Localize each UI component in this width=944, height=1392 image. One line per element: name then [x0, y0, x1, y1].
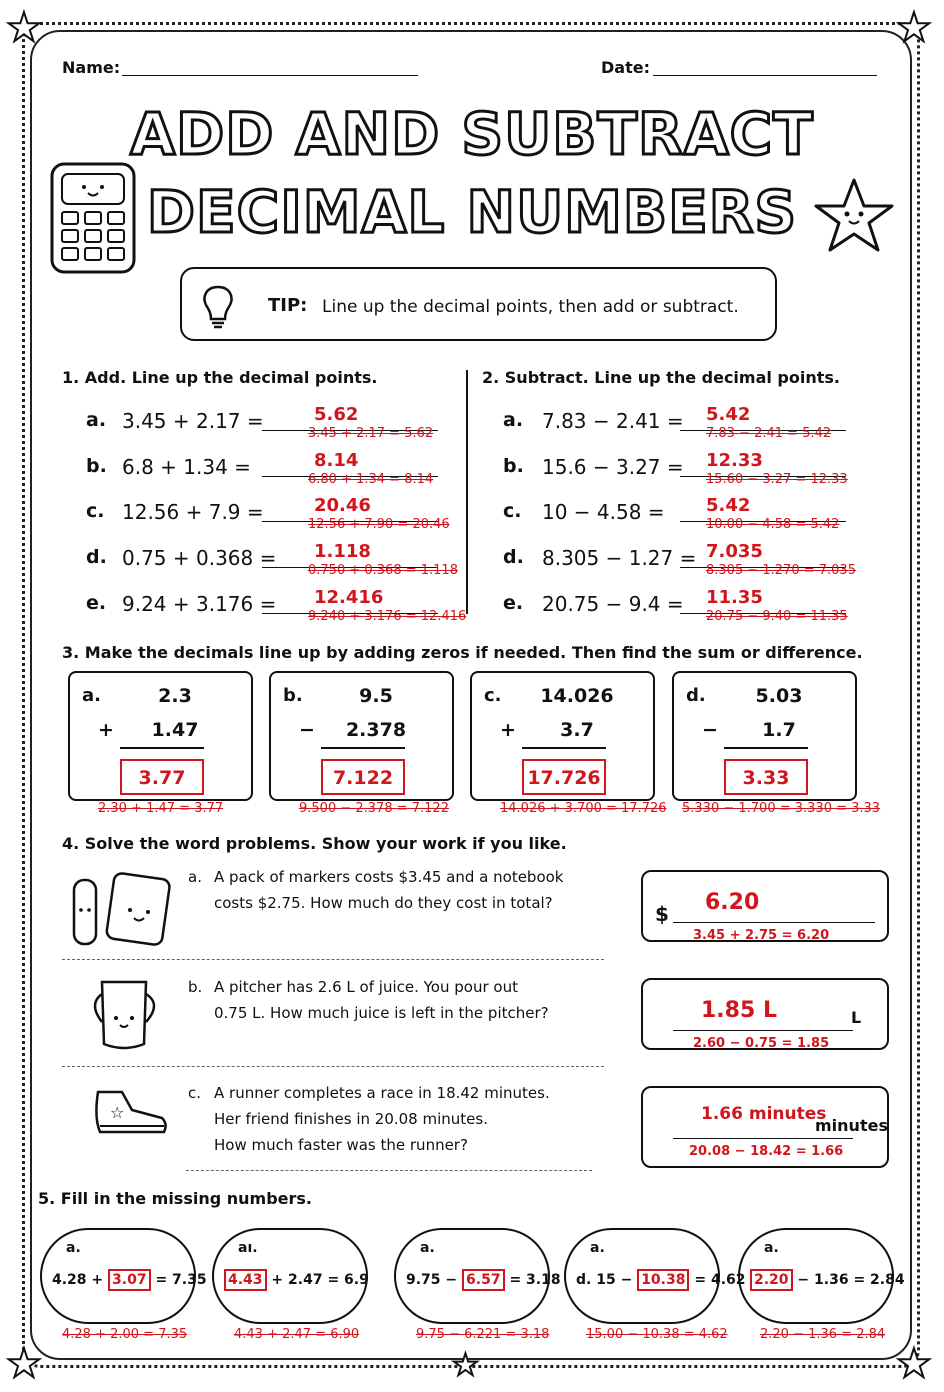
equation-right: − 1.36 = 2.84 [797, 1272, 905, 1288]
sum-line [321, 747, 405, 749]
question-text: costs $2.75. How much do they cost in total? [214, 894, 553, 912]
top-number: 9.5 [359, 685, 393, 707]
vertical-problem-box [672, 671, 857, 801]
equation-left: 9.75 − [406, 1272, 458, 1288]
problem-letter: b. [283, 685, 303, 706]
bottom-number: 3.7 [560, 719, 594, 741]
problem-expression: 6.8 + 1.34 = [122, 455, 251, 479]
work-shown: 4.28 + 2.00 = 7.35 [62, 1327, 188, 1342]
problem-expression: 20.75 − 9.4 = [542, 592, 684, 616]
problem-letter: b. [86, 455, 107, 477]
star-icon: ★ [6, 5, 42, 51]
equation-left: d. 15 − [576, 1272, 633, 1288]
tip-box [180, 267, 777, 341]
equation [750, 1272, 905, 1288]
work-shown: 9.500 − 2.378 = 7.122 [299, 801, 449, 816]
work-shown: 15.60 − 3.27 = 12.33 [706, 472, 848, 487]
answer-value: 12.33 [706, 450, 763, 471]
answer-value: 11.35 [706, 587, 763, 608]
answer-line [673, 1138, 853, 1139]
answer-box[interactable] [321, 759, 405, 795]
column-divider [466, 370, 468, 614]
vertical-problem-box [470, 671, 655, 801]
unit-label: L [851, 1008, 862, 1027]
missing-number-box[interactable]: 4.43 [224, 1269, 267, 1291]
sum-line [522, 747, 606, 749]
equation-left: 4.28 + [52, 1272, 104, 1288]
pitcher-icon [86, 968, 166, 1054]
answer-line [673, 922, 875, 923]
answer-value: 1.118 [314, 541, 371, 562]
operator: + [98, 719, 114, 741]
question-text: A pack of markers costs $3.45 and a notebook [214, 868, 564, 886]
divider [186, 1170, 592, 1171]
star-icon: ★ [6, 1341, 42, 1387]
vertical-problem-box [68, 671, 253, 801]
answer-box[interactable] [522, 759, 606, 795]
operator: + [500, 719, 516, 741]
operator: − [299, 719, 315, 741]
answer-card[interactable] [641, 978, 889, 1050]
top-number: 2.3 [158, 685, 192, 707]
equation [406, 1272, 561, 1288]
problem-letter: b. [503, 455, 524, 477]
answer-value: 12.416 [314, 587, 384, 608]
work-shown: 8.305 − 1.270 = 7.035 [706, 563, 856, 578]
problem-letter: a. [764, 1240, 779, 1256]
problem-letter: d. [86, 546, 107, 568]
problem-expression: 15.6 − 3.27 = [542, 455, 684, 479]
work-shown: 9.240 + 3.176 = 12.416 [308, 609, 467, 624]
star-icon: ★ [452, 1348, 479, 1383]
work-shown: 3.45 + 2.17 = 5.62 [308, 426, 434, 441]
answer-value: 5.62 [314, 404, 359, 425]
name-label: Name: [62, 58, 121, 77]
smiling-star-icon [814, 176, 894, 256]
question-letter: a. [188, 868, 202, 886]
tip-text: Line up the decimal points, then add or subtract. [322, 297, 739, 317]
problem-letter: c. [503, 500, 522, 522]
bottom-number: 2.378 [345, 719, 407, 741]
date-field[interactable] [653, 75, 877, 76]
problem-expression: 0.75 + 0.368 = [122, 546, 277, 570]
thought-cloud [738, 1228, 905, 1324]
problem-letter: c. [484, 685, 502, 706]
question-text: A runner completes a race in 18.42 minutes. [214, 1084, 550, 1102]
problem-letter: e. [503, 592, 524, 614]
work-shown: 2.30 + 1.47 = 3.77 [98, 801, 224, 816]
work-shown: 10.00 − 4.58 = 5.42 [706, 517, 840, 532]
problem-letter: a. [86, 409, 107, 431]
problem-expression: 7.83 − 2.41 = [542, 409, 684, 433]
name-field[interactable] [122, 75, 418, 76]
date-label: Date: [601, 58, 650, 77]
problem-expression: 8.305 − 1.27 = [542, 546, 697, 570]
equation-right: = 3.18 [509, 1272, 561, 1288]
top-number: 5.03 [755, 685, 803, 707]
problem-letter: d. [686, 685, 706, 706]
problem-letter: e. [86, 592, 107, 614]
answer-box[interactable] [724, 759, 808, 795]
work-shown: 2.60 − 0.75 = 1.85 [693, 1036, 830, 1051]
bottom-number: 1.7 [762, 719, 796, 741]
sneaker-icon [88, 1078, 172, 1148]
missing-number-box[interactable]: 10.38 [637, 1269, 689, 1291]
problem-letter: a. [82, 685, 101, 706]
tip-label: TIP: [268, 295, 308, 316]
equation [576, 1272, 746, 1288]
question-text: A pitcher has 2.6 L of juice. You pour out [214, 978, 518, 996]
question-text: How much faster was the runner? [214, 1136, 468, 1154]
work-shown: 20.75 − 9.40 = 11.35 [706, 609, 848, 624]
title-line-1: ADD AND SUBTRACT [130, 100, 814, 168]
star-icon: ★ [896, 5, 932, 51]
answer-value: 5.42 [706, 495, 751, 516]
answer-value: 7.035 [706, 541, 763, 562]
currency-symbol: $ [655, 902, 669, 926]
equation-right: = 7.35 [155, 1272, 207, 1288]
work-shown: 2.20 − 1.36 = 2.84 [760, 1327, 886, 1342]
vertical-problem-box [269, 671, 454, 801]
work-shown: 6.80 + 1.34 = 8.14 [308, 472, 434, 487]
work-shown: 7.83 − 2.41 = 5.42 [706, 426, 832, 441]
work-shown: 5.330 − 1.700 = 3.330 = 3.33 [682, 801, 881, 816]
answer-value: 5.42 [706, 404, 751, 425]
answer-value: 3.77 [138, 767, 186, 789]
title-line-2: DECIMAL NUMBERS [146, 178, 798, 246]
problem-letter: a. [503, 409, 524, 431]
work-shown: 20.08 − 18.42 = 1.66 [689, 1144, 844, 1159]
problem-letter: aı. [238, 1240, 258, 1256]
divider [62, 1066, 604, 1067]
work-shown: 15.00 − 10.38 = 4.62 [586, 1327, 728, 1342]
answer-value: 7.122 [332, 767, 394, 789]
answer-value: 17.726 [527, 767, 601, 789]
equation-right: = 4.62 [694, 1272, 746, 1288]
section-4-heading: 4. Solve the word problems. Show your work if you like. [62, 834, 567, 853]
problem-expression: 10 − 4.58 = [542, 500, 665, 524]
sum-line [120, 747, 204, 749]
star-icon: ★ [896, 1341, 932, 1387]
thought-cloud [212, 1228, 368, 1324]
answer-value: 8.14 [314, 450, 359, 471]
question-letter: c. [188, 1084, 202, 1102]
thought-cloud [564, 1228, 746, 1324]
thought-cloud [394, 1228, 561, 1324]
problem-expression: 9.24 + 3.176 = [122, 592, 277, 616]
missing-number-box[interactable]: 3.07 [108, 1269, 151, 1291]
markers-and-notebook-icon [66, 870, 176, 950]
problem-letter: a. [590, 1240, 605, 1256]
sum-line [724, 747, 808, 749]
equation [52, 1272, 207, 1288]
answer-card[interactable] [641, 870, 889, 942]
lightbulb-icon [198, 283, 238, 331]
missing-number-box[interactable]: 2.20 [750, 1269, 793, 1291]
question-text: Her friend finishes in 20.08 minutes. [214, 1110, 488, 1128]
svg-text:☆: ☆ [110, 1103, 125, 1122]
problem-expression: 3.45 + 2.17 = [122, 409, 264, 433]
section-1-heading: 1. Add. Line up the decimal points. [62, 368, 378, 387]
work-shown: 12.56 + 7.90 = 20.46 [308, 517, 450, 532]
section-2-heading: 2. Subtract. Line up the decimal points. [482, 368, 840, 387]
top-number: 14.026 [540, 685, 614, 707]
problem-letter: d. [503, 546, 524, 568]
work-shown: 3.45 + 2.75 = 6.20 [693, 928, 830, 943]
question-text: 0.75 L. How much juice is left in the pitcher? [214, 1004, 549, 1022]
work-shown: 0.750 + 0.368 = 1.118 [308, 563, 458, 578]
answer-value: 1.85 L [701, 998, 777, 1023]
answer-value: 6.20 [705, 890, 760, 915]
answer-value: 3.33 [742, 767, 790, 789]
bottom-number: 1.47 [151, 719, 199, 741]
answer-line [673, 1030, 853, 1031]
operator: − [702, 719, 718, 741]
equation [224, 1272, 369, 1288]
problem-expression: 12.56 + 7.9 = [122, 500, 264, 524]
work-shown: 9.75 − 6.221 = 3.18 [416, 1327, 550, 1342]
equation-right: + 2.47 = 6.9 [271, 1272, 369, 1288]
section-5-heading: 5. Fill in the missing numbers. [38, 1189, 312, 1208]
section-3-heading: 3. Make the decimals line up by adding zeros if needed. Then find the sum or difference. [62, 643, 863, 662]
divider [62, 959, 604, 960]
problem-letter: a. [66, 1240, 81, 1256]
answer-card[interactable] [641, 1086, 889, 1168]
unit-label: minutes [815, 1116, 888, 1135]
problem-letter: c. [86, 500, 105, 522]
work-shown: 14.026 + 3.700 = 17.726 [500, 801, 667, 816]
work-shown: 4.43 + 2.47 = 6.90 [234, 1327, 360, 1342]
answer-box[interactable] [120, 759, 204, 795]
problem-letter: a. [420, 1240, 435, 1256]
question-letter: b. [188, 978, 203, 996]
answer-value: 1.66 minutes [701, 1104, 827, 1124]
calculator-icon [46, 158, 146, 278]
missing-number-box[interactable]: 6.57 [462, 1269, 505, 1291]
answer-value: 20.46 [314, 495, 371, 516]
thought-cloud [40, 1228, 207, 1324]
